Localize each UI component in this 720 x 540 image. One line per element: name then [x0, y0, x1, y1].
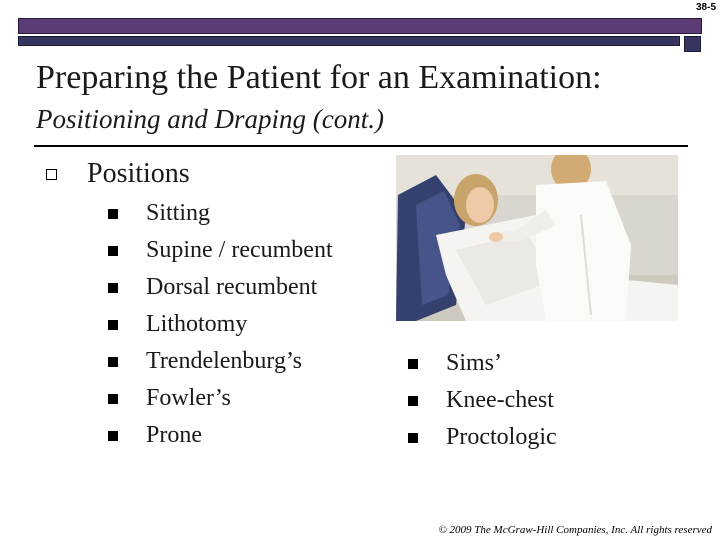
list-item: Sims’ [408, 345, 648, 382]
positions-heading-label: Positions [87, 158, 190, 189]
left-position-list [108, 195, 368, 454]
square-bullet-icon [108, 394, 118, 404]
square-bullet-icon [108, 246, 118, 256]
slide-title-sub: Positioning and Draping (cont.) [36, 104, 384, 134]
header-band-purple [18, 18, 702, 34]
list-item: Prone [108, 417, 368, 454]
list-item: Lithotomy [108, 306, 368, 343]
list-item: Trendelenburg’s [108, 343, 368, 380]
square-bullet-icon [108, 431, 118, 441]
slide-title [36, 58, 696, 139]
square-bullet-icon [408, 433, 418, 443]
list-item: Fowler’s [108, 380, 368, 417]
square-bullet-icon [108, 209, 118, 219]
title-rule [34, 145, 688, 147]
slide-number: 38-5 [695, 2, 716, 13]
slide-title-main: Preparing the Patient for an Examination: [36, 59, 602, 96]
square-bullet-icon [108, 357, 118, 367]
list-item: Proctologic [408, 419, 648, 456]
list-item: Dorsal recumbent [108, 269, 368, 306]
hollow-square-bullet-icon [46, 169, 57, 180]
right-position-list [408, 345, 648, 456]
list-item: Sitting [108, 195, 368, 232]
header-band [18, 16, 702, 48]
patient-draping-photo [396, 155, 678, 321]
square-bullet-icon [408, 396, 418, 406]
header-band-square [684, 36, 701, 52]
header-band-blue [18, 36, 680, 46]
square-bullet-icon [108, 283, 118, 293]
square-bullet-icon [408, 359, 418, 369]
copyright-notice: © 2009 The McGraw-Hill Companies, Inc. All rights reserved [438, 524, 712, 536]
list-item: Supine / recumbent [108, 232, 368, 269]
list-item: Knee-chest [408, 382, 648, 419]
square-bullet-icon [108, 320, 118, 330]
positions-heading [46, 158, 190, 190]
